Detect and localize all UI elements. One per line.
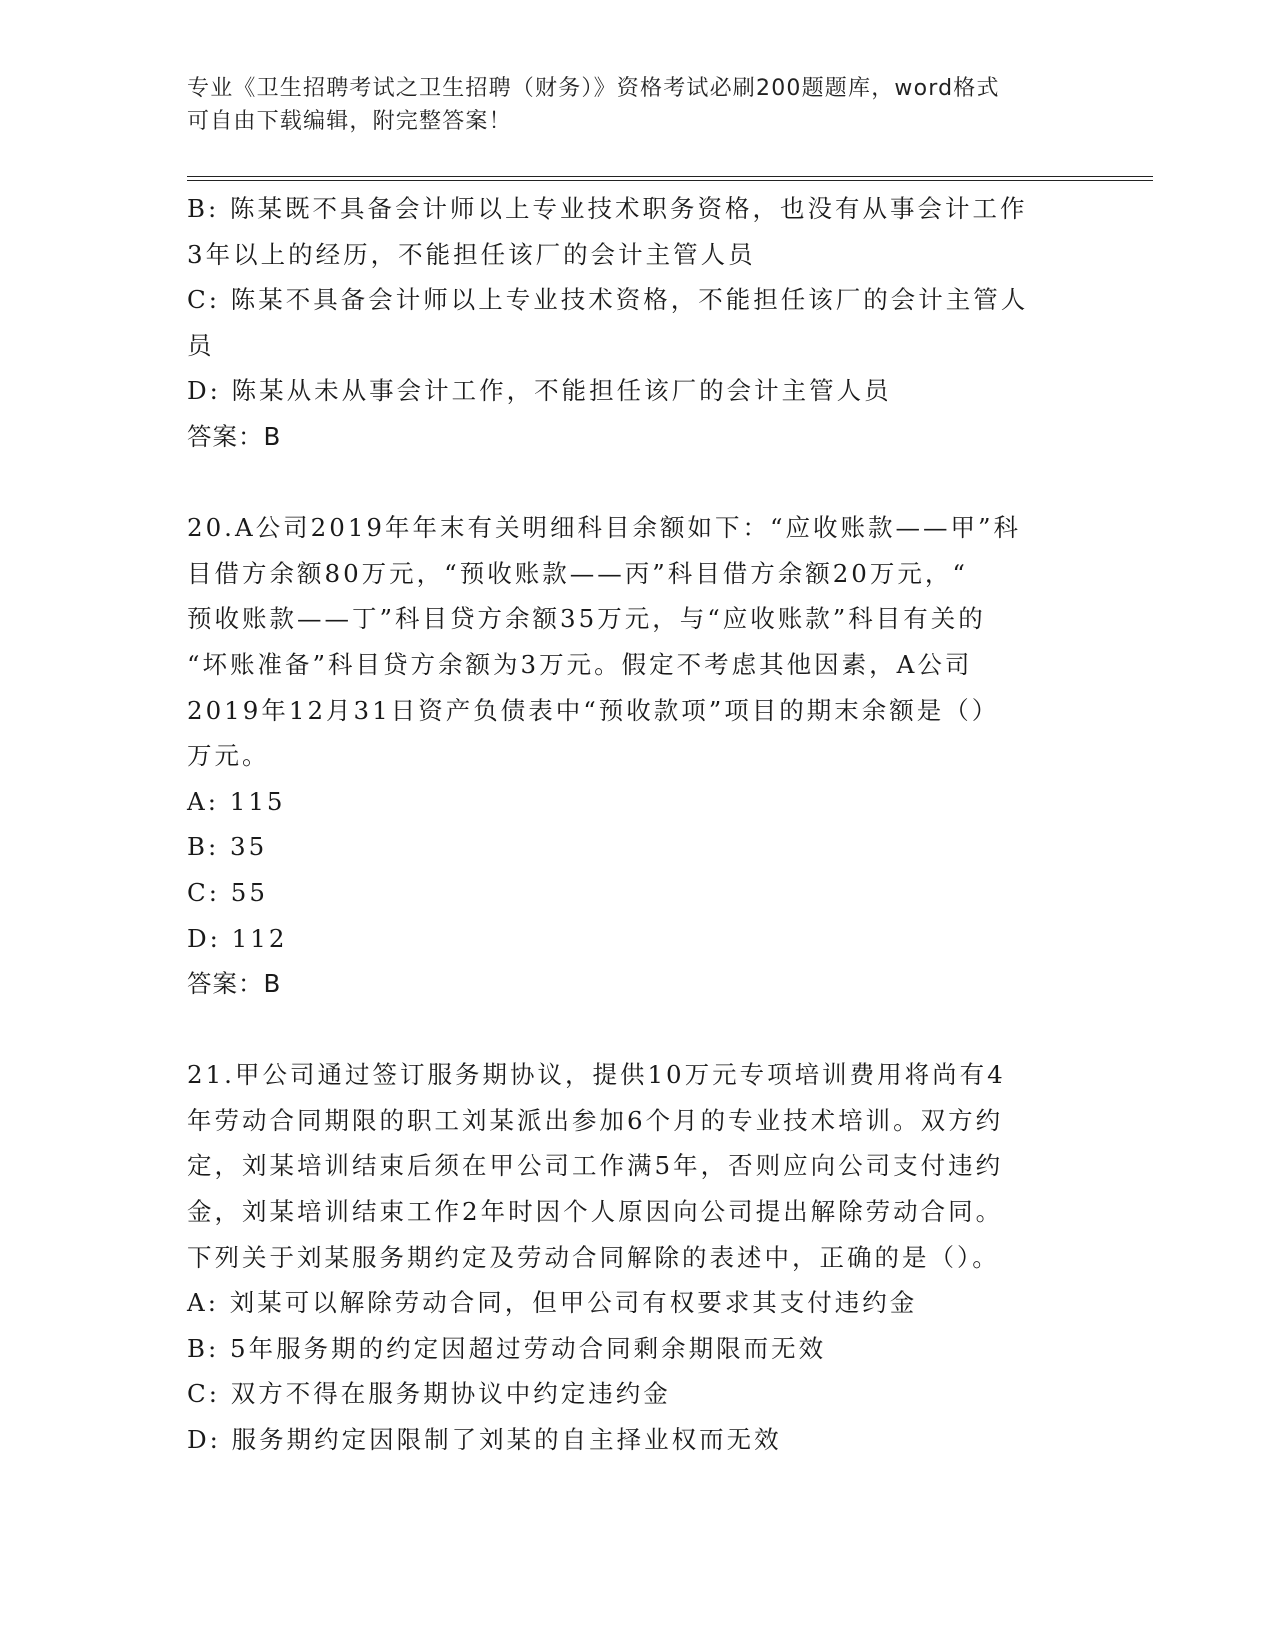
document-header [187, 72, 1067, 138]
question-stem-line: 20.A公司2019年年末有关明细科目余额如下：“应收账款——甲”科 [187, 513, 1022, 543]
option-d: D: 服务期约定因限制了刘某的自主择业权而无效 [187, 1425, 782, 1455]
question-stem-line: 年劳动合同期限的职工刘某派出参加6个月的专业技术培训。双方约 [187, 1105, 1004, 1135]
option-b: B: 35 [187, 832, 268, 862]
header-line-2: 可自由下载编辑，附完整答案！ [187, 109, 512, 134]
option-a: A: 刘某可以解除劳动合同，但甲公司有权要求其支付违约金 [187, 1288, 918, 1318]
question-spacer [187, 1007, 1087, 1053]
question-stem-line: “坏账准备”科目贷方余额为3万元。假定不考虑其他因素，A公司 [187, 649, 973, 679]
question-stem-line: 目借方余额80万元，“预收账款——丙”科目借方余额20万元，“ [187, 558, 968, 588]
page-content [187, 186, 1087, 1463]
header-divider-bottom [187, 180, 1153, 181]
option-b-line-1: B: 陈某既不具备会计师以上专业技术职务资格，也没有从事会计工作 [187, 194, 1028, 223]
question-20 [187, 505, 1087, 1007]
option-c: C: 55 [187, 877, 268, 907]
header-divider-top [187, 176, 1153, 177]
option-b: B: 5年服务期的约定因超过劳动合同剩余期限而无效 [187, 1333, 827, 1363]
answer-label: 答案：B [187, 421, 282, 451]
option-c: C: 双方不得在服务期协议中约定违约金 [187, 1379, 671, 1409]
option-c-line-1: C: 陈某不具备会计师以上专业技术资格，不能担任该厂的会计主管人 [187, 285, 1029, 315]
answer-label: 答案：B [187, 969, 282, 999]
question-stem-line: 21.甲公司通过签订服务期协议，提供10万元专项培训费用将尚有4 [187, 1060, 1006, 1090]
question-stem-line: 万元。 [187, 741, 270, 771]
question-stem-line: 金，刘某培训结束工作2年时因个人原因向公司提出解除劳动合同。 [187, 1197, 1004, 1227]
option-c-line-2: 员 [187, 330, 215, 360]
option-b-line-2: 3年以上的经历，不能担任该厂的会计主管人员 [187, 239, 756, 269]
option-a: A: 115 [187, 786, 286, 816]
question-stem-line: 2019年12月31日资产负债表中“预收款项”项目的期末余额是（） [187, 695, 1000, 725]
question-stem-line: 预收账款——丁”科目贷方余额35万元，与“应收账款”科目有关的 [187, 604, 986, 634]
question-stem-line: 下列关于刘某服务期约定及劳动合同解除的表述中，正确的是（）。 [187, 1242, 1000, 1272]
question-19-fragment [187, 186, 1087, 460]
header-line-1: 专业《卫生招聘考试之卫生招聘（财务）》资格考试必刷200题题库，word格式 [187, 76, 1000, 101]
question-stem-line: 定，刘某培训结束后须在甲公司工作满5年，否则应向公司支付违约 [187, 1151, 1004, 1181]
option-d: D: 陈某从未从事会计工作，不能担任该厂的会计主管人员 [187, 376, 892, 406]
question-spacer [187, 460, 1087, 506]
question-21 [187, 1052, 1087, 1462]
option-d: D: 112 [187, 923, 288, 953]
